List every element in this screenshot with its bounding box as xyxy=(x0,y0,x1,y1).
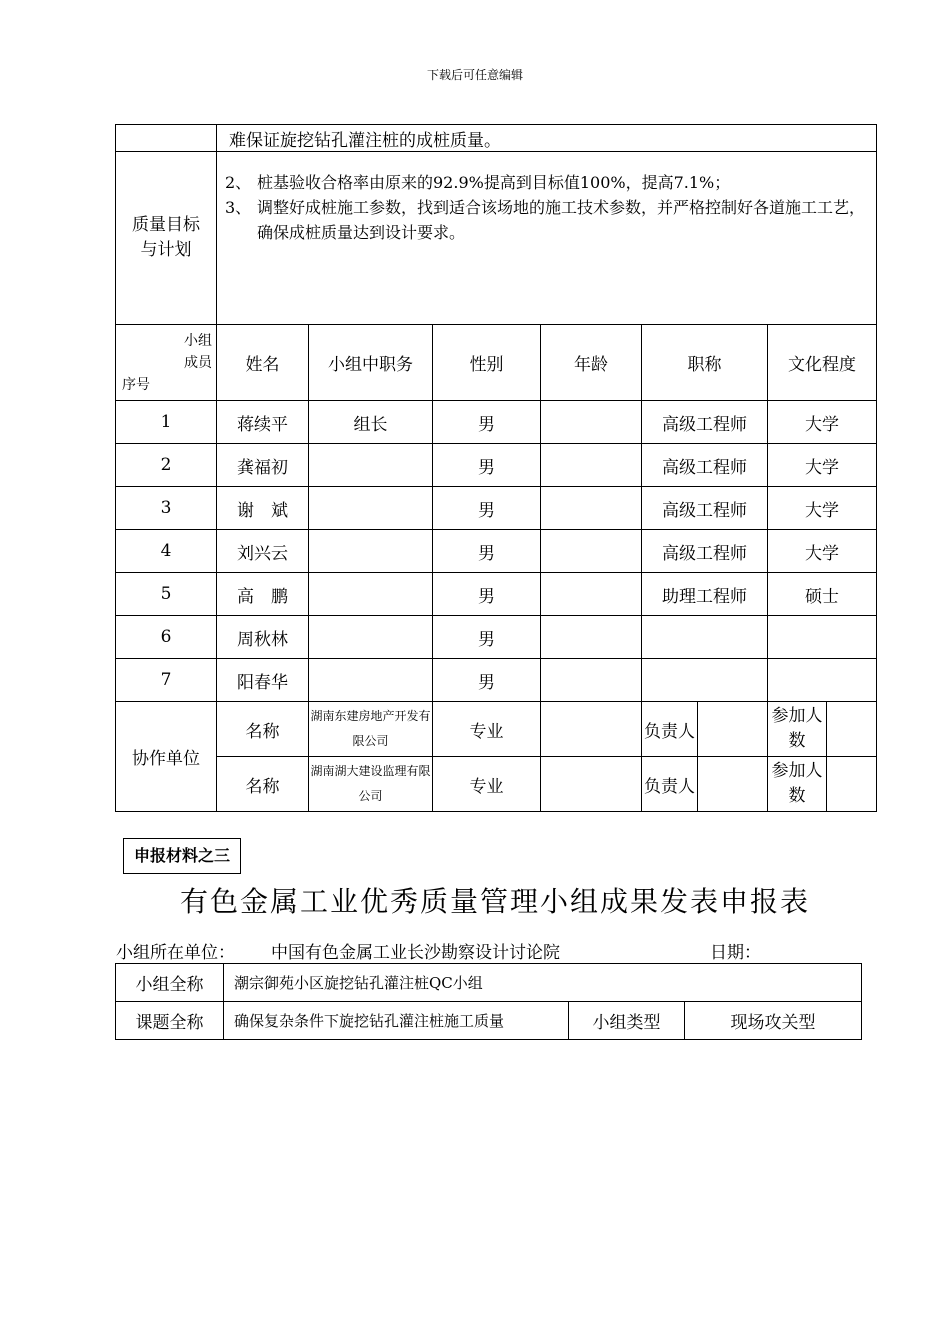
member-table xyxy=(115,124,877,812)
coop-leader-value xyxy=(698,757,768,812)
group-info-table xyxy=(115,963,862,1040)
coop-major-label: 专业 xyxy=(433,757,541,812)
member-education: 大学 xyxy=(768,530,877,573)
member-seq: 4 xyxy=(116,530,217,573)
member-age xyxy=(541,487,642,530)
coop-leader-label: 负责人 xyxy=(642,757,698,812)
member-age xyxy=(541,659,642,702)
member-gender: 男 xyxy=(433,401,541,444)
group-type-label: 小组类型 xyxy=(569,1002,685,1040)
coop-major-value xyxy=(541,702,642,757)
member-age xyxy=(541,401,642,444)
plan-label: 质量目标与计划 xyxy=(116,152,217,325)
member-title: 高级工程师 xyxy=(642,487,768,530)
member-education: 大学 xyxy=(768,487,877,530)
member-row xyxy=(116,444,877,487)
member-role xyxy=(309,444,433,487)
seq-header-cell: 小组 成员 序号 xyxy=(116,325,217,401)
member-age xyxy=(541,530,642,573)
coop-major-value xyxy=(541,757,642,812)
coop-name-label: 名称 xyxy=(217,757,309,812)
member-seq: 6 xyxy=(116,616,217,659)
member-education: 大学 xyxy=(768,444,877,487)
member-gender: 男 xyxy=(433,444,541,487)
member-title: 高级工程师 xyxy=(642,530,768,573)
member-row xyxy=(116,487,877,530)
continued-blank-cell xyxy=(116,125,217,152)
topic-value: 确保复杂条件下旋挖钻孔灌注桩施工质量 xyxy=(224,1002,569,1040)
member-education: 大学 xyxy=(768,401,877,444)
member-row xyxy=(116,573,877,616)
plan-item: 2、 桩基验收合格率由原来的92.9%提高到目标值100%，提高7.1%； xyxy=(225,173,731,192)
member-row xyxy=(116,659,877,702)
name-header: 姓名 xyxy=(217,325,309,401)
member-role xyxy=(309,616,433,659)
role-header: 小组中职务 xyxy=(309,325,433,401)
member-gender: 男 xyxy=(433,487,541,530)
member-row xyxy=(116,530,877,573)
member-name: 龚福初 xyxy=(217,444,309,487)
coop-row xyxy=(116,702,877,757)
gender-header: 性别 xyxy=(433,325,541,401)
unit-label: 小组所在单位： xyxy=(116,943,235,963)
coop-leader-value xyxy=(698,702,768,757)
plan-content xyxy=(217,152,877,325)
title-header: 职称 xyxy=(642,325,768,401)
member-title: 助理工程师 xyxy=(642,573,768,616)
member-education: 硕士 xyxy=(768,573,877,616)
coop-major-label: 专业 xyxy=(433,702,541,757)
member-gender: 男 xyxy=(433,659,541,702)
section-badge: 申报材料之三 xyxy=(123,838,241,874)
coop-count-label: 参加人数 xyxy=(768,757,827,812)
member-gender: 男 xyxy=(433,616,541,659)
form-title: 有色金属工业优秀质量管理小组成果发表申报表 xyxy=(179,885,810,918)
member-seq: 2 xyxy=(116,444,217,487)
member-name: 蒋续平 xyxy=(217,401,309,444)
member-role xyxy=(309,659,433,702)
member-age xyxy=(541,444,642,487)
member-seq: 3 xyxy=(116,487,217,530)
member-role xyxy=(309,573,433,616)
member-education xyxy=(768,659,877,702)
group-full-label: 小组全称 xyxy=(116,964,224,1002)
member-title: 高级工程师 xyxy=(642,401,768,444)
continued-text: 难保证旋挖钻孔灌注桩的成桩质量。 xyxy=(217,125,877,152)
unit-value: 中国有色金属工业长沙勘察设计讨论院 xyxy=(271,943,560,963)
age-header: 年龄 xyxy=(541,325,642,401)
coop-count-value xyxy=(827,757,877,812)
member-seq: 5 xyxy=(116,573,217,616)
date-label: 日期： xyxy=(710,943,761,963)
member-role xyxy=(309,487,433,530)
coop-name-value: 湖南湖大建设监理有限公司 xyxy=(309,757,433,812)
topic-label: 课题全称 xyxy=(116,1002,224,1040)
member-header-row xyxy=(116,325,877,401)
member-name: 周秋林 xyxy=(217,616,309,659)
member-row xyxy=(116,616,877,659)
member-name: 谢 斌 xyxy=(217,487,309,530)
member-role xyxy=(309,530,433,573)
member-title: 高级工程师 xyxy=(642,444,768,487)
member-title xyxy=(642,659,768,702)
member-role: 组长 xyxy=(309,401,433,444)
member-gender: 男 xyxy=(433,573,541,616)
group-type-value: 现场攻关型 xyxy=(685,1002,862,1040)
coop-count-label: 参加人数 xyxy=(768,702,827,757)
member-gender: 男 xyxy=(433,530,541,573)
page-header-note: 下载后可任意编辑 xyxy=(426,68,523,82)
member-name: 阳春华 xyxy=(217,659,309,702)
coop-row xyxy=(116,757,877,812)
coop-name-label: 名称 xyxy=(217,702,309,757)
member-name: 高 鹏 xyxy=(217,573,309,616)
group-full-value: 潮宗御苑小区旋挖钻孔灌注桩QC小组 xyxy=(224,964,862,1002)
education-header: 文化程度 xyxy=(768,325,877,401)
coop-name-value: 湖南东建房地产开发有限公司 xyxy=(309,702,433,757)
coop-count-value xyxy=(827,702,877,757)
member-name: 刘兴云 xyxy=(217,530,309,573)
member-seq: 1 xyxy=(116,401,217,444)
member-seq: 7 xyxy=(116,659,217,702)
member-row xyxy=(116,401,877,444)
member-age xyxy=(541,616,642,659)
member-title xyxy=(642,616,768,659)
member-education xyxy=(768,616,877,659)
member-age xyxy=(541,573,642,616)
plan-item: 3、 调整好成桩施工参数，找到适合该场地的施工技术参数，并严格控制好各道施工工艺，确保成桩质量达到设计要求。 xyxy=(225,198,866,242)
coop-leader-label: 负责人 xyxy=(642,702,698,757)
coop-label: 协作单位 xyxy=(116,702,217,812)
